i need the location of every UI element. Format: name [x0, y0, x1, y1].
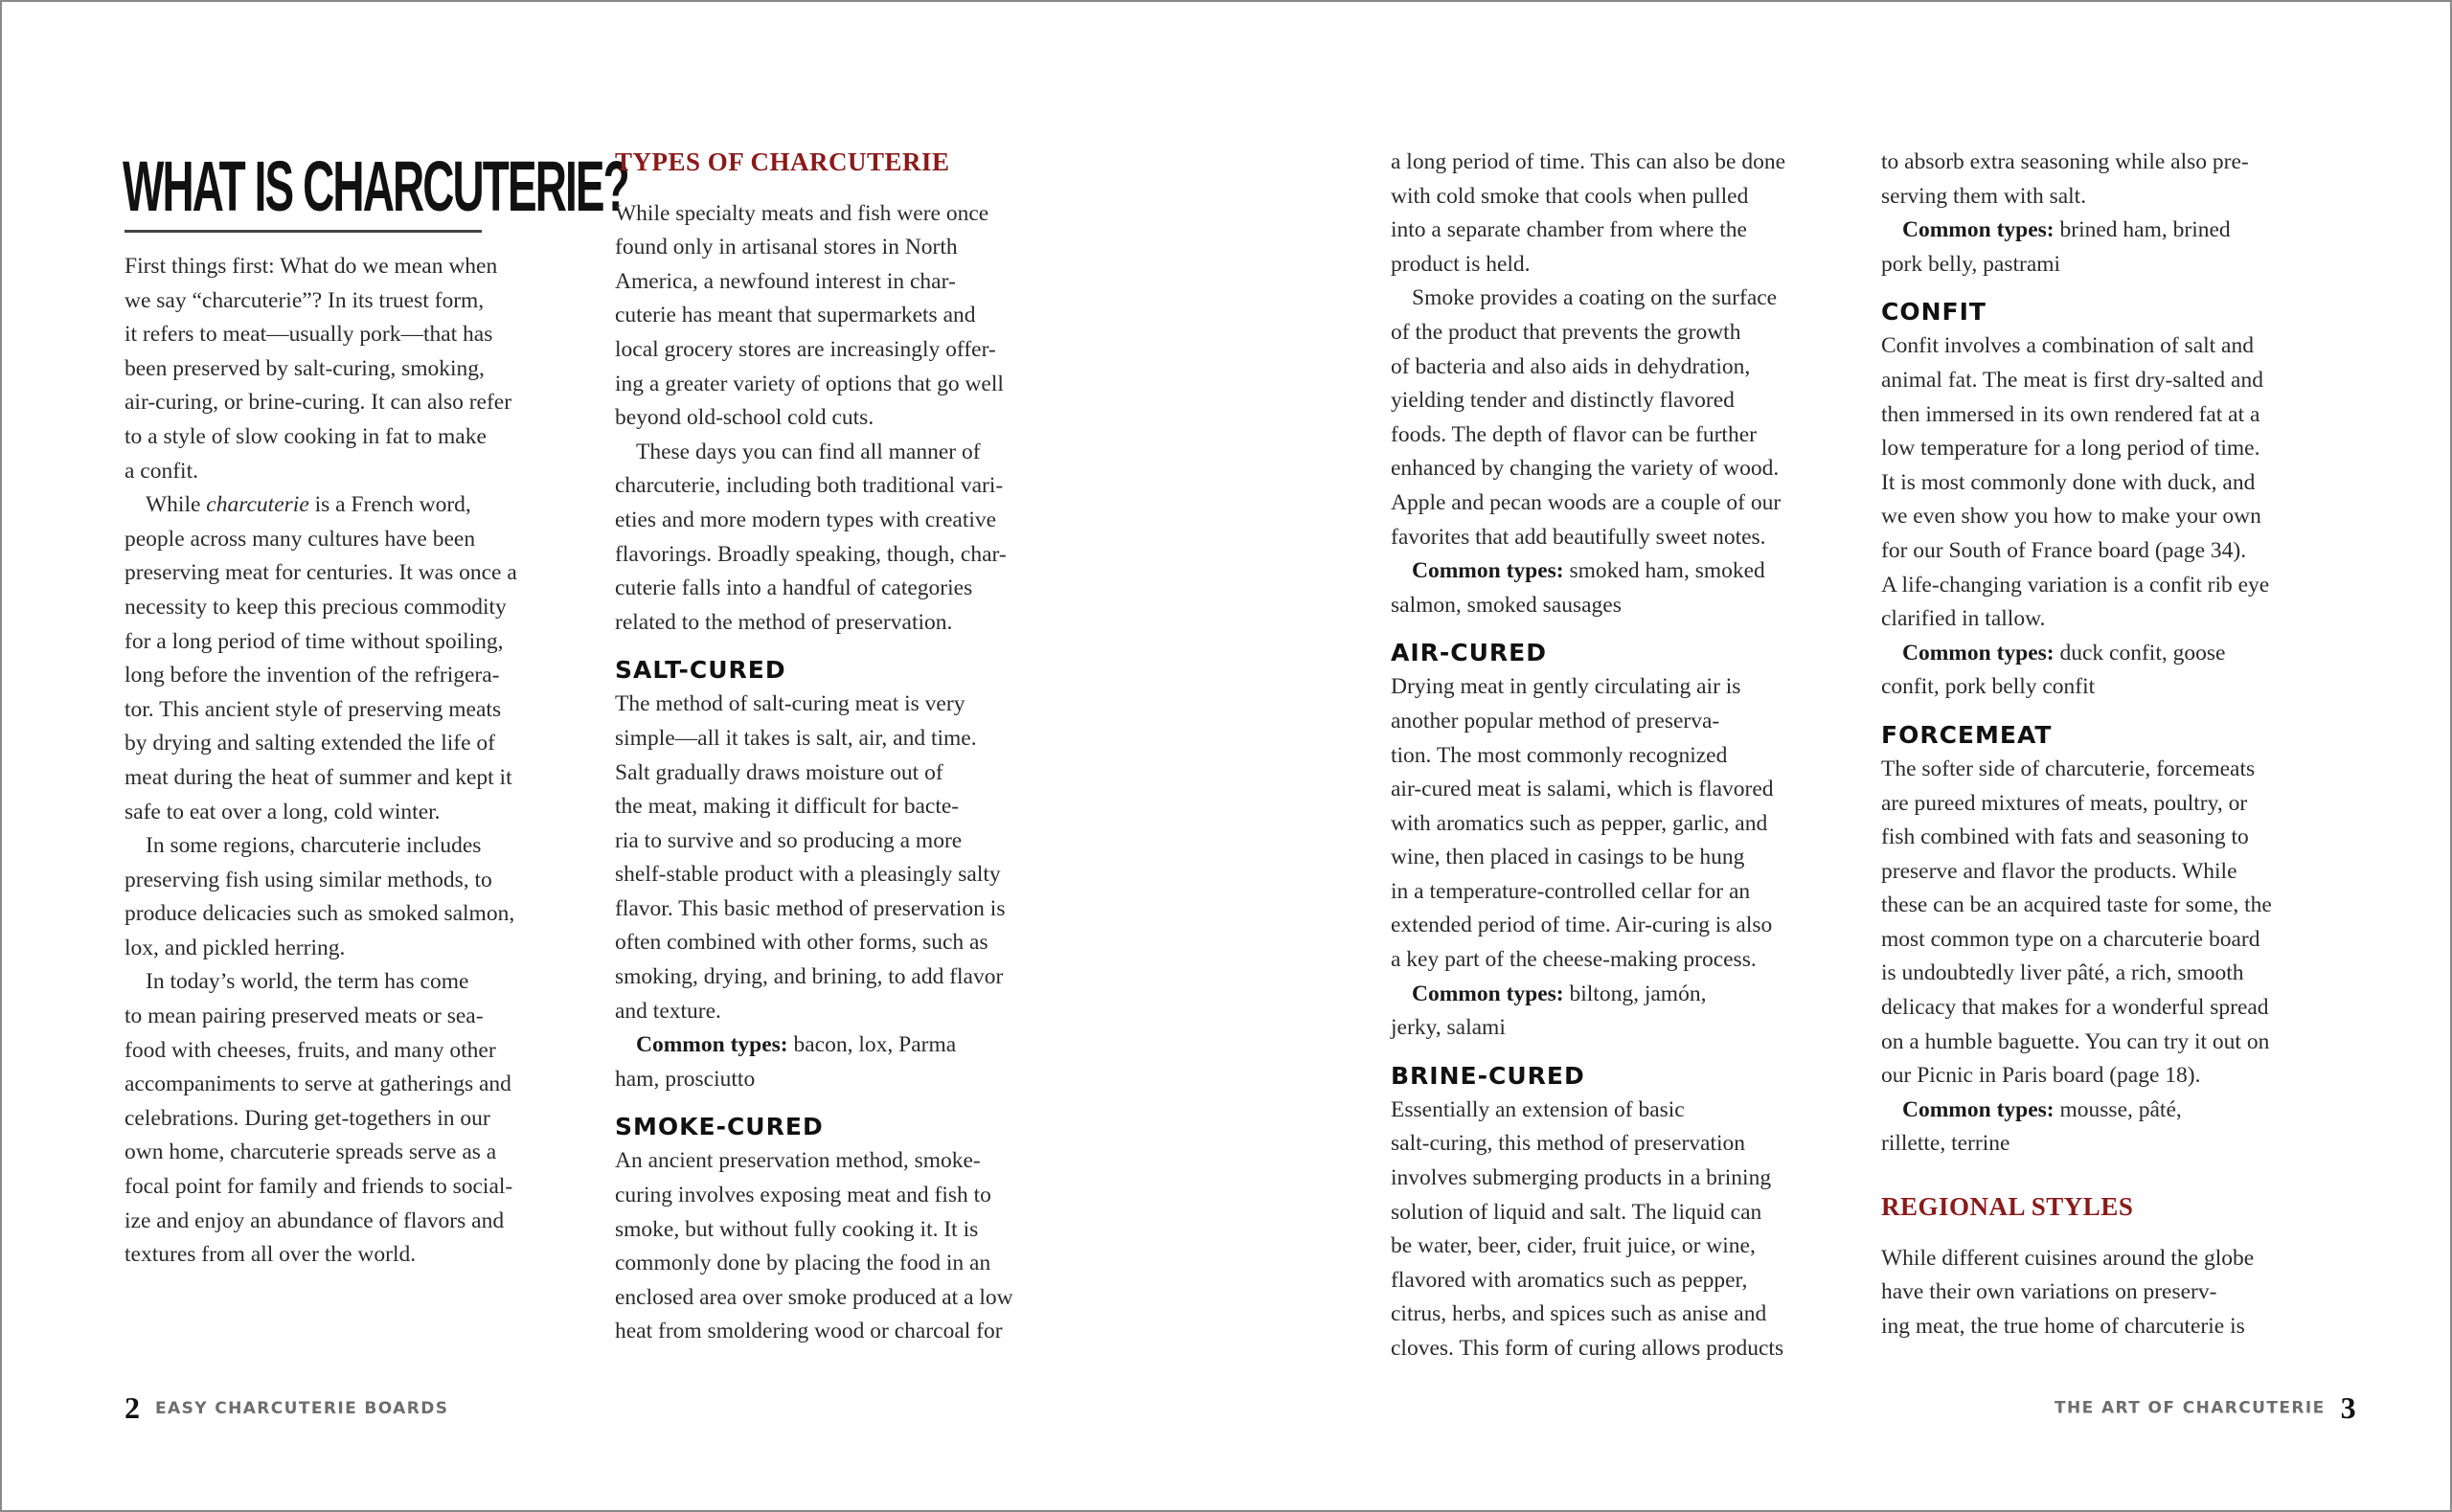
intro-paragraph-2 — [125, 523, 584, 829]
text-line: a long period of time. This can also be done — [1391, 149, 1786, 174]
text-line: flavored with aromatics such as pepper, — [1391, 1267, 1748, 1293]
text-line: cuterie has meant that supermarkets and — [615, 303, 976, 328]
text-line: for our South of France board (page 34). — [1881, 537, 2247, 563]
text-line: for a long period of time without spoiling, — [125, 628, 504, 654]
text-line: solution of liquid and salt. The liquid can — [1391, 1199, 1762, 1225]
regional-body — [1881, 1242, 2341, 1344]
text-line: It is most commonly done with duck, and — [1881, 469, 2256, 495]
text-line: often combined with other forms, such as — [615, 930, 988, 956]
text-line: most common type on a charcuterie board — [1881, 926, 2260, 952]
page-number-right: 3 — [2340, 1390, 2356, 1425]
text-line: produce delicacies such as smoked salmon, — [125, 901, 515, 927]
brine-cured-common-types: Common types: brined ham, brined — [1902, 217, 2231, 243]
text-line: heat from smoldering wood or charcoal for — [615, 1319, 1003, 1344]
text-line: favorites that add beautifully sweet notes. — [1391, 524, 1766, 550]
text-line: of the product that prevents the growth — [1391, 319, 1741, 345]
text-line: another popular method of preserva- — [1391, 708, 1720, 733]
text-line: citrus, herbs, and spices such as anise and — [1391, 1301, 1767, 1327]
column-types: TYPES OF CHARCUTERIE While specialty meats and fish were once found only in artisanal stores in North America, a newfound interest in char- cuterie has meant that supermarkets and local grocery stores are increasingly offer- ing a greater variety of options that go well beyond old-school cold cuts. These days you can find all manner of charcuterie, including both traditional vari- eties and more modern types with creative flavorings. Broadly speaking, though, char- cuterie falls into a handful of categories related to the method of preservation. SALT-CURED The method of salt-curing meat is very simple—all it takes is salt, air, and time. Salt gradually draws moisture out of the meat, making it difficult for bacte- ria to survive and so producing a more shelf-stable product with a pleasingly salty flavor. This basic method of preservation is often combined with other forms, such as smoking, drying, and brining, to add flavor and texture. Common types: bacon, lox, Parma ham, prosciutto SMOKE-CURED An ancient preservation method, smoke- curing involves exposing meat and fish to smoke, but without fully cooking it. It is commonly done by placing the food in an enclosed area over smoke produced at a low heat from smoldering wood or charcoal for — [615, 146, 1075, 1349]
text-line: ing meat, the true home of charcuterie is — [1881, 1313, 2245, 1339]
running-head-right: THE ART OF CHARCUTERIE — [2055, 1398, 2326, 1418]
text-line: flavor. This basic method of preservation is — [615, 895, 1006, 921]
text-line: The softer side of charcuterie, forcemeats — [1881, 756, 2256, 781]
text-line: long before the invention of the refrigera- — [125, 663, 500, 688]
text-line: we even show you how to make your own — [1881, 504, 2261, 530]
column-confit-forcemeat: to absorb extra seasoning while also pre- serving them with salt. Common types: brined ham, brined pork belly, pastrami CONFIT Confit involves a combination of salt and animal fat. The meat is first dry-salted and then immersed in its own rendered fat at a low temperature for a long period of time. It is most commonly done with duck, and we even show you how to make your own for our South of France board (page 34). A life-changing variation is a confit rib eye clarified in tallow. Common types: duck confit, goose confit, pork belly confit FORCEMEAT The softer side of charcuterie, forcemeats are pureed mixtures of meats, poultry, or fish combined with fats and seasoning to preserve and flavor the products. While these can be an acquired taste for some, the most common type on a charcuterie board is undoubtedly liver pâté, a rich, smooth delicacy that makes for a wonderful spread on a humble baguette. You can try it out on our Picnic in Paris board (page 18). Common types: mousse, pâté, rillette, terrine REGIONAL STYLES While different cuisines around the globe have their own variations on preserv- ing meat, the true home of charcuterie is — [1881, 146, 2341, 1343]
text-line: ize and enjoy an abundance of flavors and — [125, 1207, 505, 1233]
text-line: delicacy that makes for a wonderful spread — [1881, 995, 2269, 1021]
text-line: charcuterie, including both traditional vari- — [615, 473, 1004, 499]
text-line: with cold smoke that cools when pulled — [1391, 183, 1749, 209]
page-title: WHAT IS CHARCUTERIE? — [123, 147, 628, 226]
text-line: The method of salt-curing meat is very — [615, 691, 965, 717]
text-line: a confit. — [125, 458, 198, 484]
text-line: own home, charcuterie spreads serve as a — [125, 1140, 497, 1165]
intro-paragraph-2-first-line: While charcuterie is a French word, — [146, 492, 471, 518]
subheading-forcemeat: FORCEMEAT — [1881, 720, 2053, 749]
text-line: tor. This ancient style of preserving meats — [125, 696, 502, 722]
text-line: smoking, drying, and brining, to add flavor — [615, 964, 1004, 990]
salt-cured-common-types: Common types: bacon, lox, Parma — [636, 1032, 957, 1058]
text-line: safe to eat over a long, cold winter. — [125, 799, 441, 824]
text-line: Drying meat in gently circulating air is — [1391, 674, 1741, 700]
text-line: in a temperature-controlled cellar for an — [1391, 878, 1751, 904]
right-footer — [2055, 1390, 2356, 1426]
subheading-brine-cured: BRINE-CURED — [1391, 1061, 1585, 1090]
text-line: be water, beer, cider, fruit juice, or wine, — [1391, 1233, 1756, 1259]
forcemeat-common-types: Common types: mousse, pâté, — [1902, 1096, 2182, 1122]
text-line: people across many cultures have been — [125, 526, 476, 552]
text-line: to absorb extra seasoning while also pre- — [1881, 149, 2249, 174]
text-line: air-curing, or brine-curing. It can also refer — [125, 390, 512, 416]
text-line: foods. The depth of flavor can be further — [1391, 421, 1757, 447]
text-line: enclosed area over smoke produced at a low — [615, 1284, 1013, 1310]
text-line: enhanced by changing the variety of wood. — [1391, 456, 1780, 482]
text-line: wine, then placed in casings to be hung — [1391, 845, 1745, 870]
smoke-cured-body — [615, 1144, 1075, 1349]
text-line: then immersed in its own rendered fat at a — [1881, 401, 2260, 427]
text-line: flavorings. Broadly speaking, though, char- — [615, 541, 1007, 567]
text-line: shelf-stable product with a pleasingly salty — [615, 862, 1001, 888]
text-line: Confit involves a combination of salt and — [1881, 333, 2254, 359]
text-line: related to the method of preservation. — [615, 609, 953, 635]
text-line: air-cured meat is salami, which is flavored — [1391, 777, 1774, 802]
text-line: beyond old-school cold cuts. — [615, 405, 874, 431]
text-line: a key part of the cheese-making process. — [1391, 947, 1757, 973]
smoke-cured-common-types: Common types: smoked ham, smoked — [1412, 558, 1765, 584]
text-line: by drying and salting extended the life of — [125, 731, 495, 756]
text-line: smoke, but without fully cooking it. It is — [615, 1216, 979, 1242]
text-line: preserve and flavor the products. While — [1881, 858, 2237, 884]
text-line: An ancient preservation method, smoke- — [615, 1148, 981, 1174]
forcemeat-body — [1881, 753, 2341, 1094]
subheading-salt-cured: SALT-CURED — [615, 656, 786, 685]
text-line: curing involves exposing meat and fish to — [615, 1183, 991, 1208]
text-line: cuterie falls into a handful of categories — [615, 575, 973, 601]
text-line: to mean pairing preserved meats or sea- — [125, 1004, 484, 1029]
subheading-confit: CONFIT — [1881, 298, 1987, 327]
text-line: yielding tender and distinctly flavored — [1391, 388, 1735, 414]
section-heading-regional: REGIONAL STYLES — [1881, 1192, 2134, 1222]
running-head-left: EASY CHARCUTERIE BOARDS — [155, 1398, 449, 1418]
text-line: In today’s world, the term has come — [146, 969, 469, 995]
text-line: low temperature for a long period of time. — [1881, 436, 2260, 462]
salt-cured-body — [615, 688, 1075, 1028]
text-line: extended period of time. Air-curing is also — [1391, 913, 1773, 938]
column-smoke-air-brine: a long period of time. This can also be done with cold smoke that cools when pulled into a separate chamber from where the product is held. Smoke provides a coating on the surface of the product that prevents the growth of bacteria and also aids in dehydration, yielding tender and distinctly flavored foods. The depth of flavor can be further enhanced by changing the variety of wood. Apple and pecan woods are a couple of our favorites that add beautifully sweet notes. Common types: smoked ham, smoked salmon, smoked sausages AIR-CURED Drying meat in gently circulating air is another popular method of preserva- tion. The most commonly recognized air-cured meat is salami, which is flavored with aromatics such as pepper, garlic, and wine, then placed in casings to be hung in a temperature-controlled cellar for an extended period of time. Air-curing is also a key part of the cheese-making process. Common types: biltong, jamón, jerky, salami BRINE-CURED Essentially an extension of basic salt-curing, this method of preservation involves submerging products in a brining solution of liquid and salt. The liquid can be water, beer, cider, fruit juice, or wine, flavored with aromatics such as pepper, citrus, herbs, and spices such as anise and cloves. This form of curing allows products — [1391, 146, 1850, 1366]
text-line: involves submerging products in a brining — [1391, 1165, 1772, 1191]
text-line: fish combined with fats and seasoning to — [1881, 824, 2249, 850]
brine-cured-continued — [1881, 146, 2341, 214]
text-line: cloves. This form of curing allows products — [1391, 1336, 1784, 1361]
text-line: into a separate chamber from where the — [1391, 217, 1747, 243]
text-line: are pureed mixtures of meats, poultry, or — [1881, 790, 2248, 816]
intro-paragraph-1 — [125, 250, 584, 488]
brine-cured-body — [1391, 1094, 1850, 1366]
text-line: lox, and pickled herring. — [125, 935, 346, 960]
text-line: local grocery stores are increasingly offer- — [615, 336, 996, 362]
smoke-cured-continued-1 — [1391, 146, 1850, 282]
text-line: and texture. — [615, 998, 721, 1024]
text-line: ria to survive and so producing a more — [615, 827, 963, 853]
text-line: product is held. — [1391, 251, 1531, 277]
text-line: celebrations. During get-togethers in our — [125, 1105, 490, 1131]
text-line: our Picnic in Paris board (page 18). — [1881, 1063, 2201, 1089]
text-line: America, a newfound interest in char- — [615, 268, 956, 294]
italic-term: charcuterie — [206, 492, 309, 518]
text-line: simple—all it takes is salt, air, and time. — [615, 725, 977, 751]
text-line: serving them with salt. — [1881, 183, 2087, 209]
subheading-smoke-cured: SMOKE-CURED — [615, 1113, 824, 1141]
text-line: on a humble baguette. You can try it out on — [1881, 1028, 2270, 1054]
confit-body — [1881, 329, 2341, 636]
text-line: necessity to keep this precious commodity — [125, 594, 507, 620]
text-line: the meat, making it difficult for bacte- — [615, 794, 960, 820]
text-line: preserving meat for centuries. It was once a — [125, 560, 517, 586]
text-line: salt-curing, this method of preservation — [1391, 1131, 1746, 1157]
text-line: meat during the heat of summer and kept it — [125, 764, 512, 790]
text-line: accompaniments to serve at gatherings and — [125, 1072, 511, 1097]
subheading-air-cured: AIR-CURED — [1391, 639, 1548, 667]
text-line: tion. The most commonly recognized — [1391, 742, 1728, 768]
text-line: In some regions, charcuterie includes — [146, 833, 482, 859]
text-line: commonly done by placing the food in an — [615, 1251, 991, 1276]
left-footer — [125, 1390, 448, 1426]
text-line: Apple and pecan woods are a couple of our — [1391, 489, 1782, 515]
text-line: textures from all over the world. — [125, 1242, 417, 1268]
text-line: animal fat. The meat is first dry-salted and — [1881, 367, 2263, 393]
text-line: food with cheeses, fruits, and many other — [125, 1037, 496, 1063]
text-line: have their own variations on preserv- — [1881, 1279, 2217, 1305]
text-line: been preserved by salt-curing, smoking, — [125, 355, 485, 381]
text-line: Salt gradually draws moisture out of — [615, 759, 943, 785]
types-paragraph-2 — [615, 436, 1075, 641]
text-line: is undoubtedly liver pâté, a rich, smooth — [1881, 960, 2244, 986]
text-line: A life-changing variation is a confit rib eye — [1881, 572, 2270, 598]
text-line: ing a greater variety of options that go well — [615, 371, 1004, 396]
intro-paragraph-3 — [125, 829, 584, 965]
smoke-cured-continued-2 — [1391, 282, 1850, 554]
text-line: to a style of slow cooking in fat to make — [125, 423, 487, 449]
text-line: these can be an acquired taste for some, the — [1881, 892, 2272, 918]
text-line: While different cuisines around the globe — [1881, 1245, 2255, 1271]
text-line: clarified in tallow. — [1881, 606, 2046, 632]
text-line: While specialty meats and fish were once — [615, 200, 989, 226]
text-line: Smoke provides a coating on the surface — [1412, 285, 1778, 311]
confit-common-types: Common types: duck confit, goose — [1902, 640, 2226, 666]
page-number-left: 2 — [125, 1390, 140, 1425]
air-cured-body — [1391, 670, 1850, 977]
text-line: focal point for family and friends to social- — [125, 1174, 513, 1200]
section-heading-types: TYPES OF CHARCUTERIE — [615, 147, 950, 176]
types-paragraph-1 — [615, 197, 1075, 436]
text-line: preserving fish using similar methods, to — [125, 867, 492, 892]
text-line: with aromatics such as pepper, garlic, and — [1391, 810, 1768, 836]
text-line: Essentially an extension of basic — [1391, 1096, 1685, 1122]
text-line: found only in artisanal stores in North — [615, 235, 958, 260]
text-line: First things first: What do we mean when — [125, 254, 498, 279]
text-line: of bacteria and also aids in dehydration, — [1391, 353, 1751, 379]
text-line: it refers to meat—usually pork—that has — [125, 322, 493, 348]
air-cured-common-types: Common types: biltong, jamón, — [1412, 981, 1707, 1006]
text-line: These days you can find all manner of — [636, 439, 981, 464]
title-underline — [125, 230, 482, 233]
text-line: eties and more modern types with creative — [615, 507, 997, 532]
column-intro — [125, 250, 584, 1273]
intro-paragraph-4 — [125, 965, 584, 1272]
text-line: we say “charcuterie”? In its truest form, — [125, 287, 485, 313]
